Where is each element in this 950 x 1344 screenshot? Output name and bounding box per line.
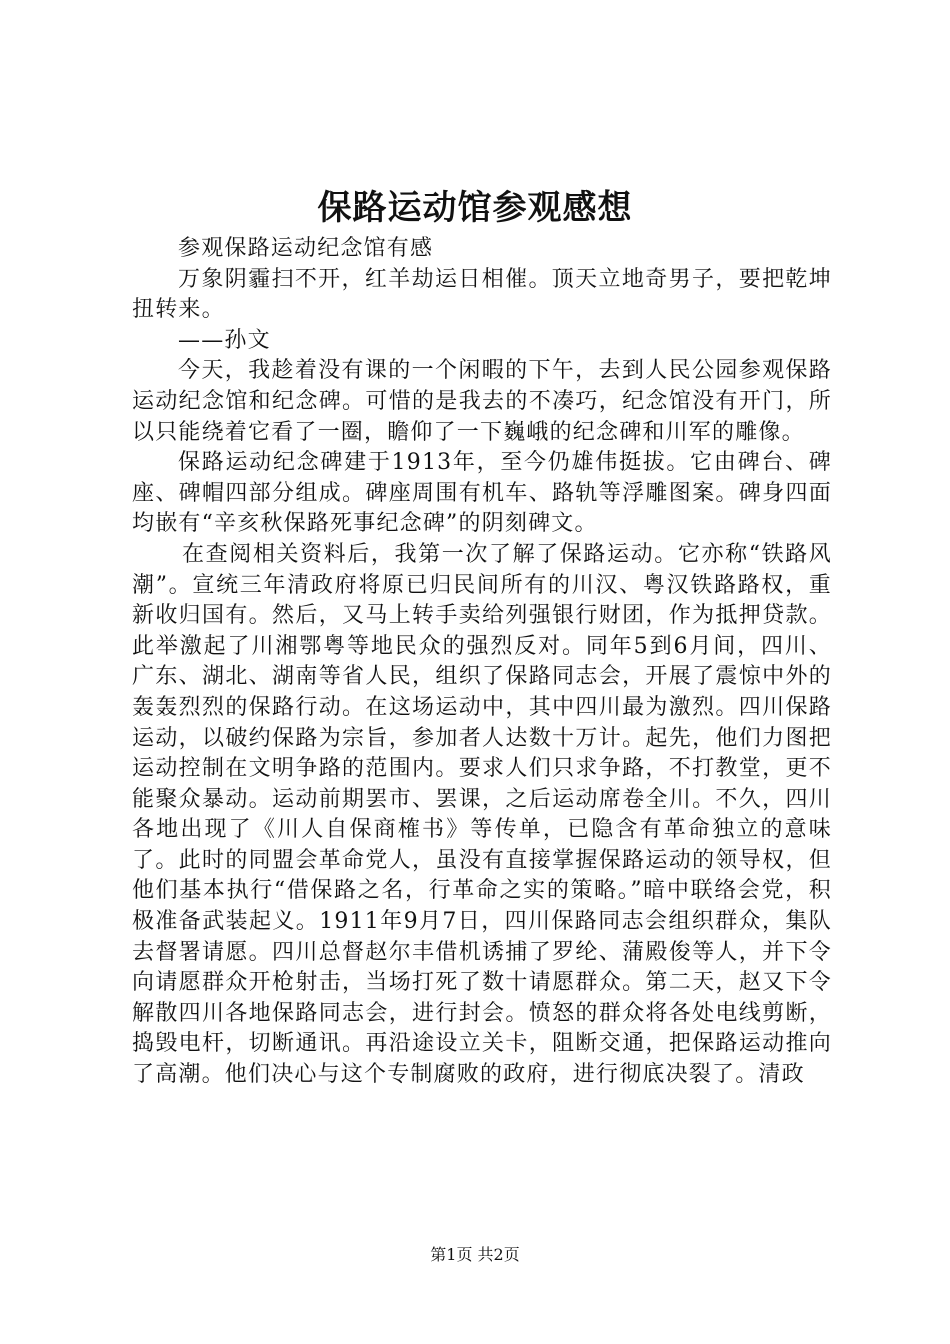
body-paragraph: 保路运动纪念碑建于1913年，至今仍雄伟挺拔。它由碑台、碑座、碑帽四部分组成。碑座周围有机车、路轨等浮雕图案。碑身四面均嵌有“辛亥秋保路死事纪念碑”的阴刻碑文。 [132, 450, 832, 537]
page-number-footer: 第1页 共2页 [430, 1245, 520, 1264]
poem-paragraph: 万象阴霾扫不开，红羊劫运日相催。顶天立地奇男子，要把乾坤扭转来。 [132, 266, 832, 323]
body-paragraph: 在查阅相关资料后，我第一次了解了保路运动。它亦称“铁路风潮”。宣统三年清政府将原已归民间所有的川汉、粤汉铁路路权，重新收归国有。然后，又马上转手卖给列强银行财团，作为抵押贷款。此举激起了川湘鄂粤等地民众的强烈反对。同年5到6月间，四川、广东、湖北、湖南等省人民，组织了保路同志会，开展了震惊中外的轰轰烈烈的保路行动。在这场运动中，其中四川最为激烈。四川保路运动，以破约保路为宗旨，参加者人达数十万计。起先，他们力图把运动控制在文明争路的范围内。要求人们只求争路，不打教堂，更不能聚众暴动。运动前期罢市、罢课，之后运动席卷全川。不久，四川各地出现了《川人自保商榷书》等传单，已隐含有革命独立的意味了。此时的同盟会革命党人，虽没有直接掌握保路运动的领导权，但他们基本执行“借保路之名，行革命之实的策略。”暗中联络会党，积极准备武装起义。1911年9月7日，四川保路同志会组织群众，集队去督署请愿。四川总督赵尔丰借机诱捕了罗纶、蒲殿俊等人，并下令向请愿群众开枪射击，当场打死了数十请愿群众。第二天，赵又下令解散四川各地保路同志会，进行封会。愤怒的群众将各处电线剪断，捣毁电杆，切断通讯。再沿途设立关卡，阻断交通，把保路运动推向了高潮。他们决心与这个专制腐败的政府，进行彻底决裂了。清政 [132, 541, 832, 1088]
subtitle-paragraph: 参观保路运动纪念馆有感 [178, 236, 434, 261]
document-title: 保路运动馆参观感想 [317, 188, 633, 228]
body-paragraph: 今天，我趁着没有课的一个闲暇的下午，去到人民公园参观保路运动纪念馆和纪念碑。可惜的是我去的不凑巧，纪念馆没有开门，所以只能绕着它看了一圈，瞻仰了一下巍峨的纪念碑和川军的雕像。 [132, 358, 832, 445]
document-body [132, 234, 832, 1091]
poem-attribution: ——孙文 [178, 327, 271, 353]
